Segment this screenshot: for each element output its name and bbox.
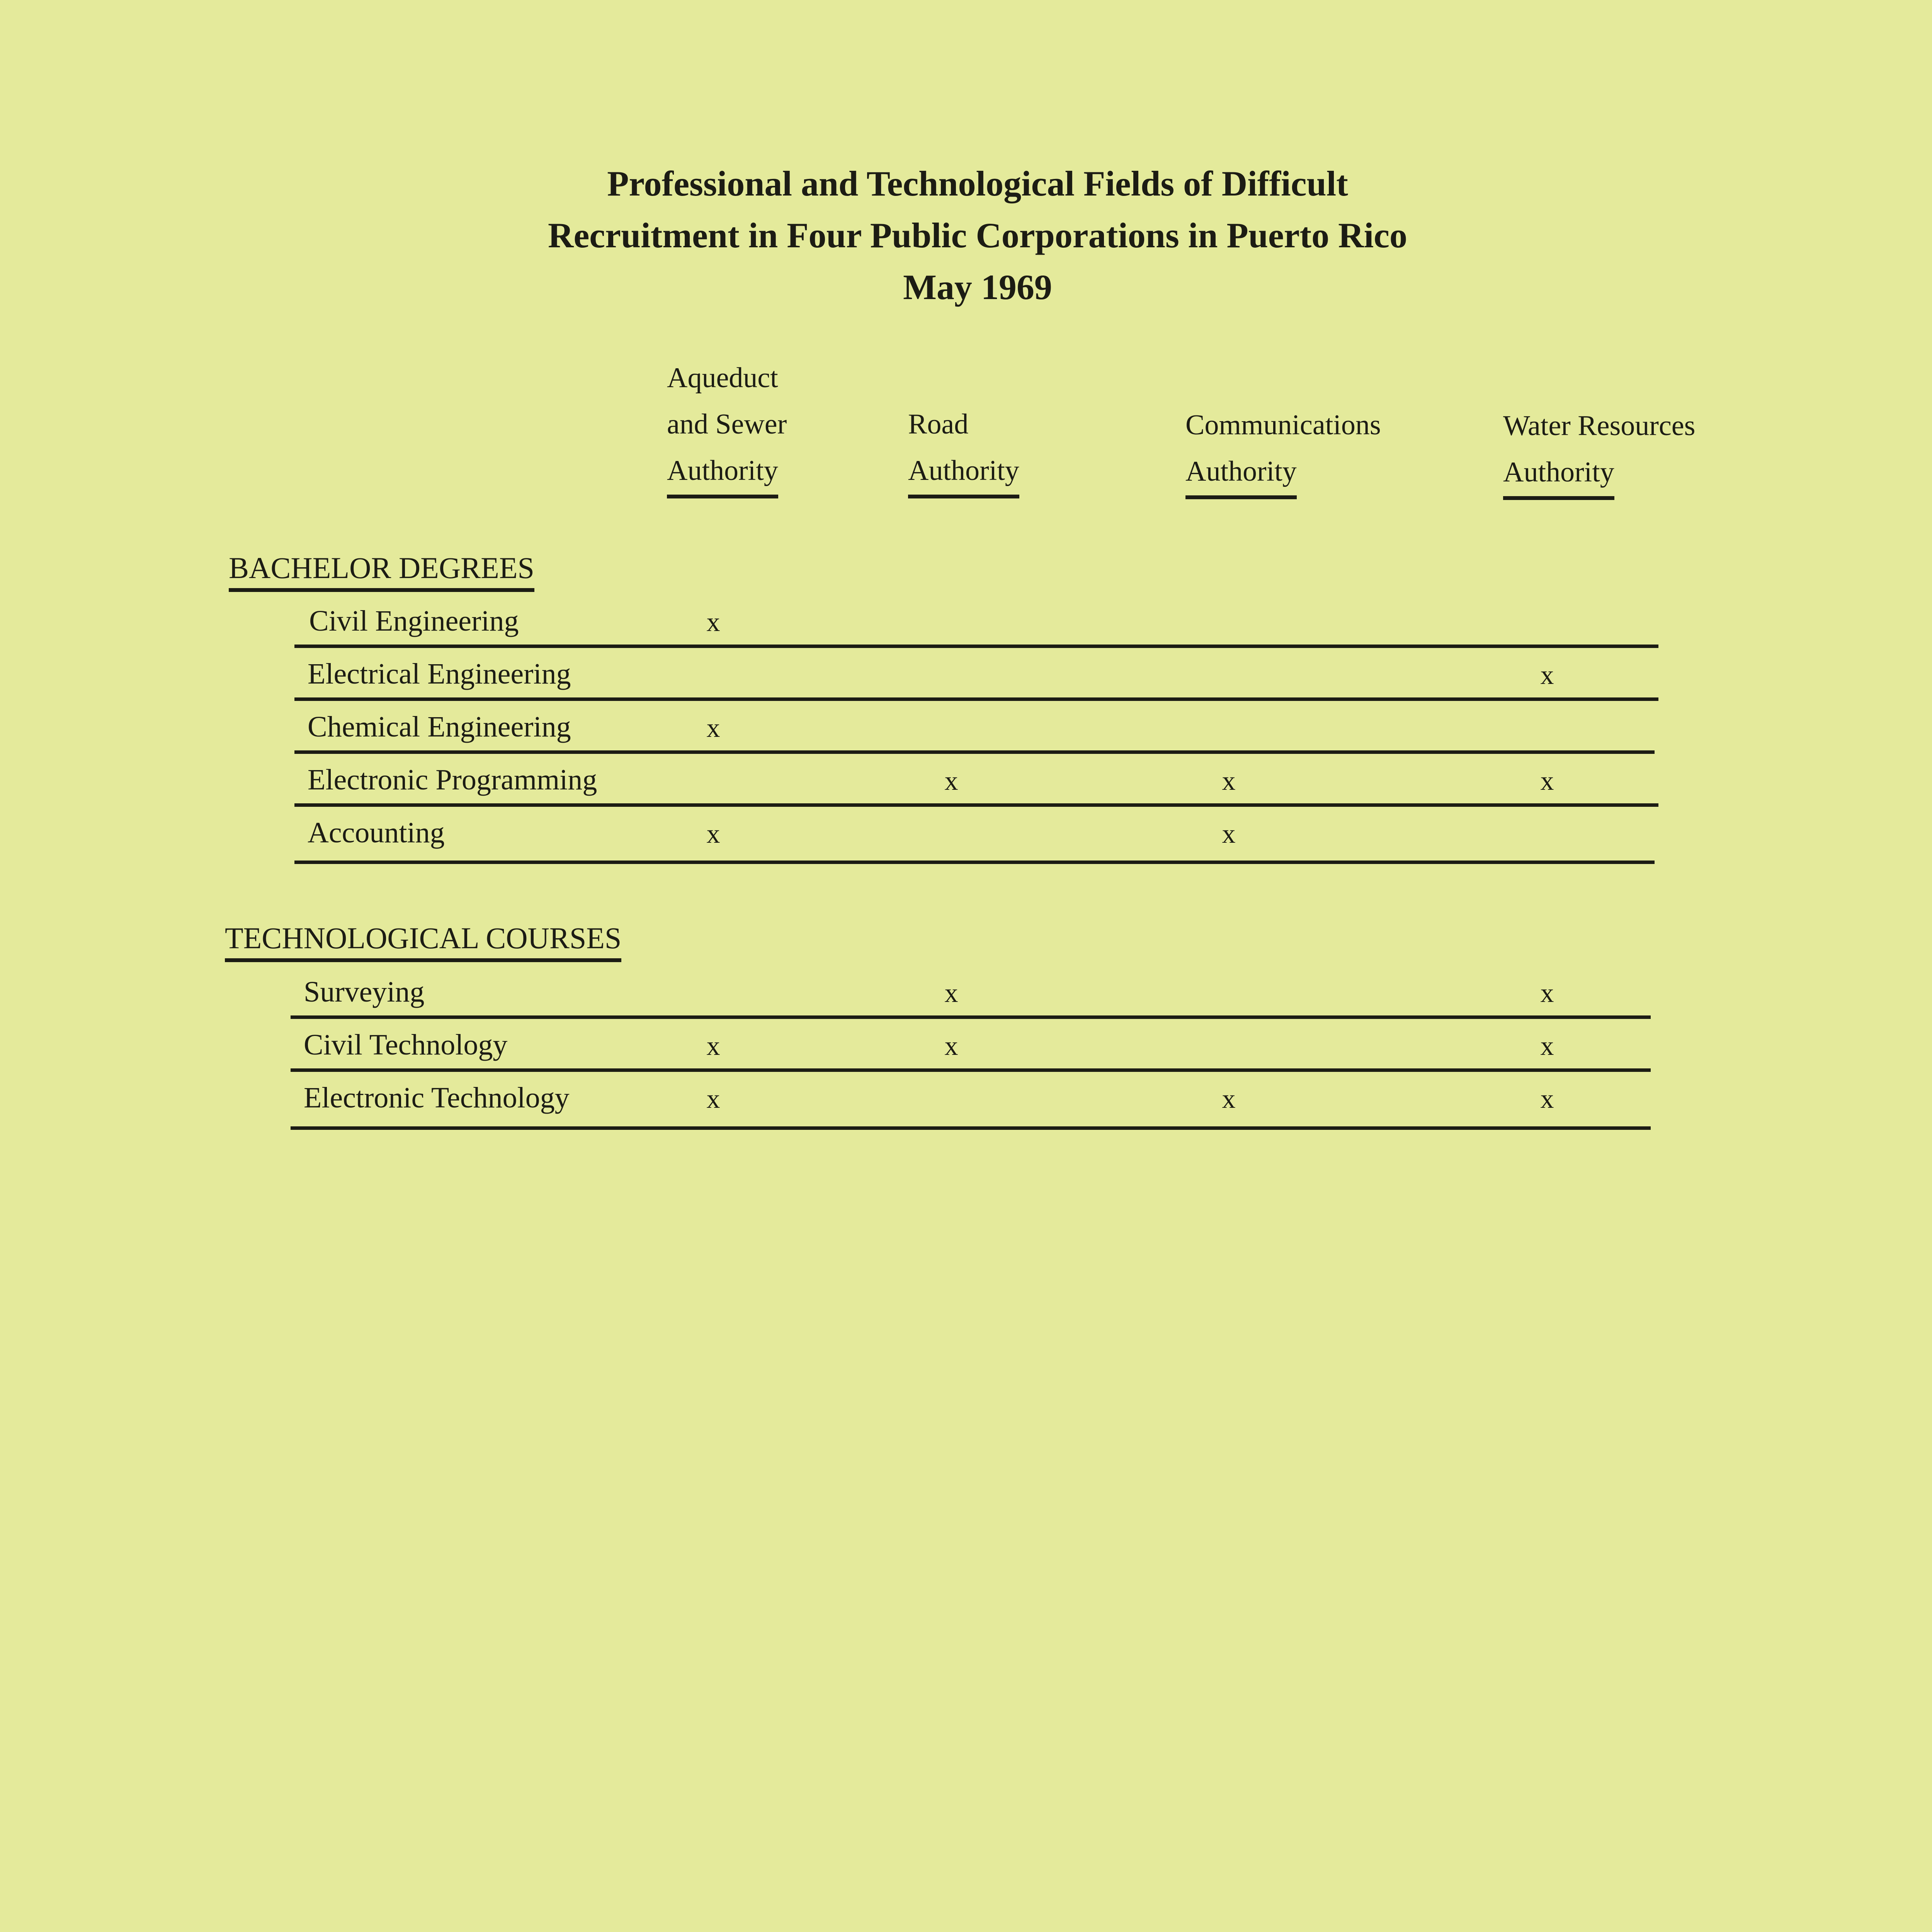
row-divider (294, 803, 1658, 807)
column-header-line: Aqueduct (667, 362, 778, 394)
row-divider (291, 1126, 1651, 1130)
mark-cell: x (1540, 978, 1554, 1008)
table-row (291, 1019, 1651, 1072)
column-header-line: Water Resources (1503, 410, 1696, 442)
title-line-1: Professional and Technological Fields of Difficult (607, 164, 1348, 203)
document-title (464, 158, 1492, 313)
row-divider (294, 645, 1658, 648)
row-divider (294, 861, 1655, 864)
mark-cell: x (1540, 660, 1554, 690)
mark-cell: x (944, 978, 958, 1008)
mark-cell: x (706, 607, 720, 637)
mark-cell: x (944, 1031, 958, 1061)
mark-cell: x (1540, 1084, 1554, 1114)
table-row (294, 648, 1658, 701)
section-heading-bachelor-degrees: BACHELOR DEGREES (229, 549, 534, 592)
column-header-line: Authority (1185, 448, 1297, 499)
column-header-water-resources (1503, 403, 1695, 500)
mark-cell: x (1222, 1084, 1236, 1114)
column-header-line: Authority (667, 447, 778, 498)
row-divider (291, 1015, 1651, 1019)
section-heading-technological-courses: TECHNOLOGICAL COURSES (225, 919, 621, 962)
column-header-line: Communications (1185, 409, 1381, 441)
column-header-communications (1185, 402, 1381, 499)
row-label: Civil Technology (304, 1029, 508, 1061)
row-divider (291, 1068, 1651, 1072)
title-line-2: Recruitment in Four Public Corporations in Puerto Rico (548, 216, 1407, 255)
mark-cell: x (944, 766, 958, 796)
column-header-line: and Sewer (667, 408, 787, 440)
mark-cell: x (1222, 766, 1236, 796)
column-header-aqueduct-sewer (667, 355, 787, 498)
table-row (294, 595, 1658, 648)
row-label: Electronic Programming (308, 764, 597, 796)
row-label: Chemical Engineering (308, 711, 571, 743)
row-label: Electrical Engineering (308, 658, 571, 690)
row-label: Accounting (308, 816, 445, 849)
row-divider (294, 697, 1658, 701)
row-divider (294, 750, 1655, 754)
mark-cell: x (706, 1084, 720, 1114)
mark-cell: x (706, 713, 720, 743)
mark-cell: x (706, 1031, 720, 1061)
table-row (294, 754, 1658, 807)
mark-cell: x (706, 819, 720, 849)
table-row (294, 807, 1655, 864)
row-label: Civil Engineering (309, 605, 519, 637)
column-header-line: Road (908, 408, 969, 440)
table-row (291, 1072, 1651, 1130)
table-row (294, 701, 1655, 754)
mark-cell: x (1222, 819, 1236, 849)
mark-cell: x (1540, 1031, 1554, 1061)
row-label: Electronic Technology (304, 1082, 570, 1114)
table-row (291, 966, 1651, 1019)
column-header-road (908, 401, 1019, 498)
column-header-line: Authority (908, 447, 1019, 498)
title-line-3: May 1969 (903, 267, 1052, 307)
row-label: Surveying (304, 976, 425, 1008)
column-header-line: Authority (1503, 449, 1614, 500)
mark-cell: x (1540, 766, 1554, 796)
